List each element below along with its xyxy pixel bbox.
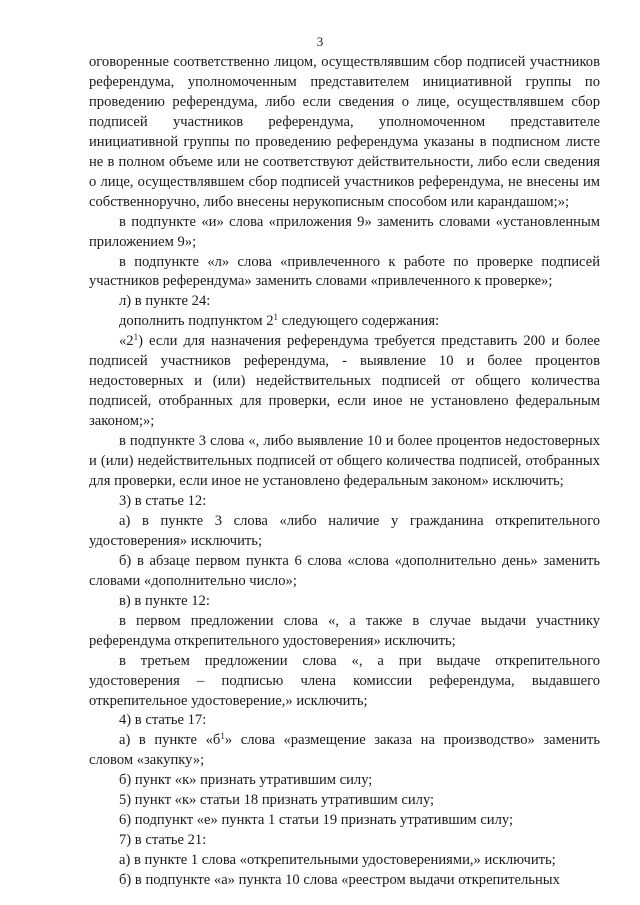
- paragraph: [89, 771, 600, 791]
- paragraph-text: а) в пункте 3 слова «либо наличие у гражданина открепительного удостоверения» исключить;: [89, 512, 600, 549]
- paragraph: [89, 652, 600, 712]
- paragraph-text: в подпункте «л» слова «привлеченного к работе по проверке подписей участников референдума» заменить словами «привлеченного к проверке»;: [89, 253, 600, 290]
- paragraph: [89, 53, 600, 213]
- paragraph: [89, 871, 600, 891]
- paragraph-text: б) в абзаце первом пункта 6 слова «слова «дополнительно день» заменить словами «дополнительно число»;: [89, 552, 600, 589]
- paragraph-text: ) если для назначения референдума требуется представить 200 и более подписей участников референдума, - выявление 10 и более процентов недостоверных и (или) недействительных подписей от общего количества подписей, отобранных для проверки, если иное не установлено федеральным законом;»;: [89, 333, 600, 430]
- paragraph-text: в третьем предложении слова «, а при выдаче открепительного удостоверения – подписью члена комиссии референдума, выдавшего открепительное удостоверение,» исключить;: [89, 652, 600, 709]
- paragraph-text: а) в пункте «б: [119, 732, 221, 749]
- document-body: [89, 53, 600, 891]
- paragraph: [89, 312, 600, 332]
- paragraph: [89, 332, 600, 432]
- paragraph: [89, 831, 600, 851]
- paragraph: [89, 432, 600, 492]
- superscript: 1: [273, 312, 279, 323]
- superscript: 1: [220, 731, 225, 742]
- paragraph: [89, 552, 600, 592]
- paragraph-text: б) пункт «к» признать утратившим силу;: [119, 772, 373, 789]
- paragraph-text: оговоренные соответственно лицом, осуществлявшим сбор подписей участников референдума, уполномоченным представителем инициативной группы по проведению референдума, либо если сведения о лице, осуществлявшем сбор подписей участников референдума, уполномоченном представителе инициативной группы по проведению референдума указаны в подписном листе не в полном объеме или не соответствуют действительности, либо если сведения о лице, осуществлявшем сбор подписей участников референдума, не внесены им собственноручно, либо внесены нерукописным способом или карандашом;»;: [89, 54, 600, 210]
- paragraph-text: в первом предложении слова «, а также в случае выдачи участнику референдума открепительного удостоверения» исключить;: [89, 612, 600, 649]
- paragraph: [89, 512, 600, 552]
- paragraph: [89, 213, 600, 253]
- paragraph-text: в подпункте 3 слова «, либо выявление 10 и более процентов недостоверных и (или) недействительных подписей от общего количества подписей, отобранных для проверки, если иное не установлено федеральным законом» исключить;: [89, 433, 600, 490]
- paragraph: [89, 811, 600, 831]
- page-number: 3: [316, 34, 324, 49]
- paragraph-text: «2: [119, 333, 134, 350]
- paragraph: [89, 292, 600, 312]
- paragraph-text: в) в пункте 12:: [119, 592, 210, 609]
- paragraph-text: следующего содержания:: [278, 313, 440, 330]
- paragraph: [89, 592, 600, 612]
- paragraph: [89, 711, 600, 731]
- paragraph-text: 7) в статье 21:: [119, 832, 207, 849]
- paragraph-text: дополнить подпунктом 2: [119, 313, 274, 330]
- paragraph: [89, 731, 600, 771]
- paragraph: [89, 612, 600, 652]
- paragraph: [89, 492, 600, 512]
- paragraph-text: 4) в статье 17:: [119, 712, 207, 729]
- paragraph: [89, 791, 600, 811]
- paragraph-text: 3) в статье 12:: [119, 492, 207, 509]
- paragraph-text: а) в пункте 1 слова «открепительными удостоверениями,» исключить;: [119, 852, 556, 869]
- paragraph-text: 5) пункт «к» статьи 18 признать утратившим силу;: [119, 792, 435, 809]
- paragraph-text: в подпункте «и» слова «приложения 9» заменить словами «установленным приложением 9»;: [89, 213, 600, 250]
- paragraph: [89, 851, 600, 871]
- paragraph-text: 6) подпункт «е» пункта 1 статьи 19 признать утратившим силу;: [119, 812, 514, 829]
- paragraph-text: б) в подпункте «а» пункта 10 слова «реестром выдачи открепительных: [119, 872, 560, 889]
- paragraph-text: » слова «размещение заказа на производство» заменить словом «закупку»;: [89, 732, 600, 769]
- paragraph-text: л) в пункте 24:: [119, 293, 211, 310]
- paragraph: [89, 253, 600, 293]
- superscript: 1: [133, 332, 139, 343]
